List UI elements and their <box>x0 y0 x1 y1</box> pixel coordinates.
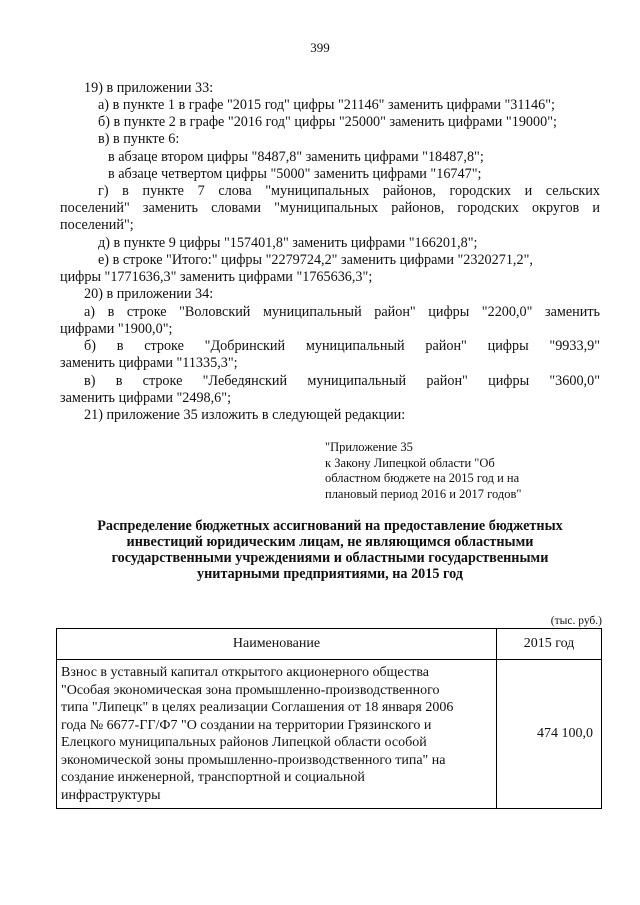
row-name-line: экономической зоны промышленно-производственного типа" на <box>61 752 446 768</box>
table-header-row <box>57 629 602 660</box>
row-name-line: Елецкого муниципальных районов Липецкой области особой <box>61 735 427 750</box>
amendment-line: 19) в приложении 33: <box>84 80 214 96</box>
row-name-line: инфраструктуры <box>61 787 161 803</box>
amendment-line: поселений" заменить словами "муниципальных районов, городских округов и <box>60 200 600 216</box>
appendix-header-line: "Приложение 35 <box>325 440 413 454</box>
amendment-line: цифрами "1900,0"; <box>60 321 173 337</box>
amendment-line: заменить цифрами "11335,3"; <box>60 355 238 371</box>
row-name-line: типа "Липецк" в целях реализации Соглашения от 18 января 2006 <box>61 700 454 715</box>
section-title-line: унитарными предприятиями, на 2015 год <box>197 566 463 582</box>
amendment-line: цифры "1771636,3" заменить цифрами "1765636,3"; <box>60 269 373 285</box>
column-header-year: 2015 год <box>497 629 602 660</box>
row-name-line: создание инженерной, транспортной и социальной <box>61 770 365 785</box>
amendment-line: поселений"; <box>60 217 134 233</box>
amendment-line: е) в строке "Итого:" цифры "2279724,2" заменить цифрами "2320271,2", <box>98 252 533 268</box>
amendment-line: б) в строке "Добринский муниципальный район" цифры "9933,9" <box>84 338 600 354</box>
amendment-line: г) в пункте 7 слова "муниципальных районов, городских и сельских <box>98 183 600 199</box>
appendix-header <box>325 440 521 502</box>
section-title <box>60 518 600 582</box>
table-row <box>57 660 602 809</box>
budget-table <box>56 628 602 809</box>
row-name-cell <box>57 660 497 809</box>
section-title-line: Распределение бюджетных ассигнований на предоставление бюджетных <box>97 518 563 534</box>
page-number: 399 <box>310 40 330 55</box>
amendment-line: д) в пункте 9 цифры "157401,8" заменить цифрами "166201,8"; <box>98 235 478 251</box>
amendment-line: в) в строке "Лебедянский муниципальный район" цифры "3600,0" <box>84 373 600 389</box>
row-name-line: года № 6677-ГГ/Ф7 "О создании на территории Грязинского и <box>61 717 432 733</box>
row-name-line: "Особая экономическая зона промышленно-производственного <box>61 682 440 698</box>
column-header-name: Наименование <box>57 629 497 660</box>
section-title-line: инвестиций юридическим лицам, не являющимся областными <box>126 534 534 550</box>
amendment-line: заменить цифрами "2498,6"; <box>60 390 232 406</box>
amendment-line: в абзаце четвертом цифры "5000" заменить цифрами "16747"; <box>108 166 482 182</box>
appendix-header-line: плановый период 2016 и 2017 годов" <box>325 486 522 501</box>
amendment-line: 20) в приложении 34: <box>84 286 214 302</box>
row-value-cell: 474 100,0 <box>497 660 602 809</box>
appendix-header-line: к Закону Липецкой области "Об <box>325 455 495 470</box>
section-title-line: государственными учреждениями и областными государственными <box>111 550 549 566</box>
row-name-line: Взнос в уставный капитал открытого акционерного общества <box>61 665 429 680</box>
amendment-line: а) в строке "Воловский муниципальный район" цифры "2200,0" заменить <box>84 304 600 320</box>
amendment-line: в) в пункте 6: <box>98 131 180 147</box>
amendment-line: 21) приложение 35 изложить в следующей редакции: <box>84 407 406 423</box>
units-note: (тыс. руб.) <box>550 615 602 627</box>
amendment-line: а) в пункте 1 в графе "2015 год" цифры "21146" заменить цифрами "31146"; <box>98 97 555 113</box>
appendix-header-line: областном бюджете на 2015 год и на <box>325 471 520 485</box>
amendment-line: в абзаце втором цифры "8487,8" заменить цифрами "18487,8"; <box>108 149 484 165</box>
amendment-line: б) в пункте 2 в графе "2016 год" цифры "25000" заменить цифрами "19000"; <box>98 114 557 130</box>
